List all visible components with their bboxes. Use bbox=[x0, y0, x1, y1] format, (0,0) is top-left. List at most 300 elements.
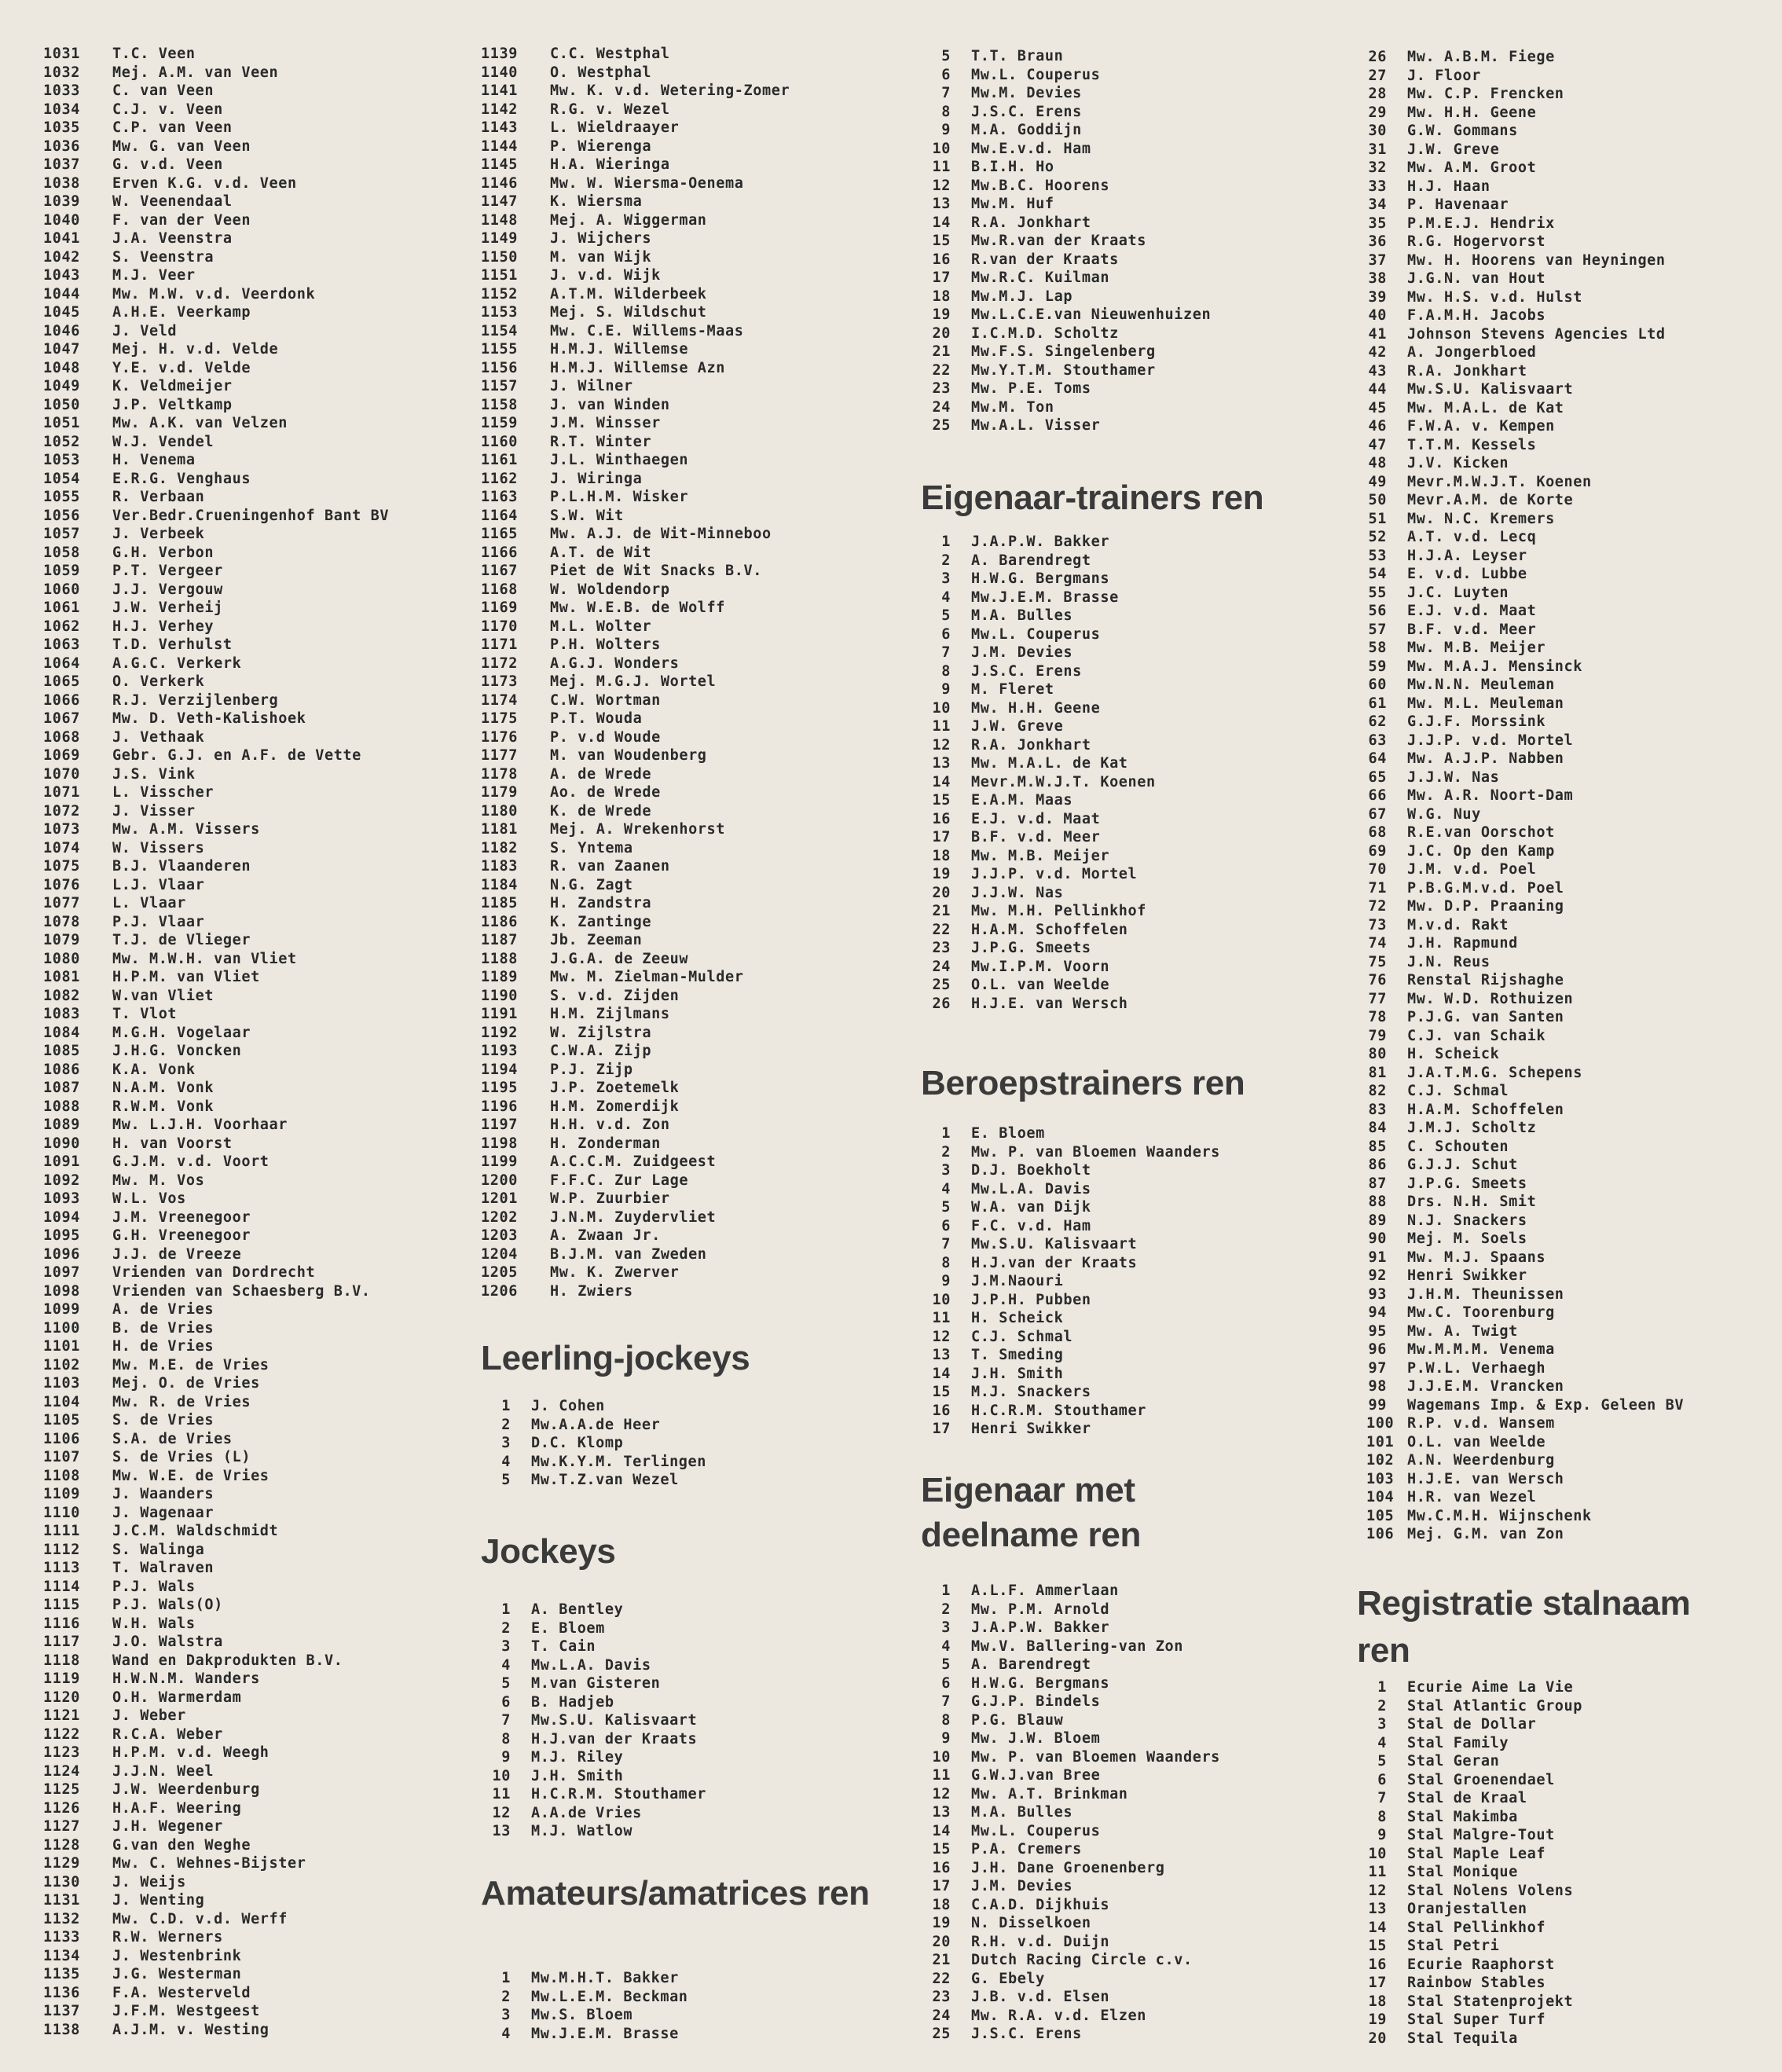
entry-name: H. Scheick bbox=[1407, 1046, 1500, 1062]
list-item bbox=[43, 156, 468, 174]
list-item bbox=[43, 211, 468, 230]
entry-name: J. Waanders bbox=[112, 1486, 214, 1502]
entry-name: J.J.W. Nas bbox=[971, 884, 1064, 901]
entry-name: A. Barendregt bbox=[971, 1656, 1091, 1673]
list-item bbox=[481, 950, 897, 969]
entry-number: 98 bbox=[1368, 1378, 1387, 1395]
list-item bbox=[43, 1854, 468, 1873]
list-item bbox=[921, 84, 1361, 103]
entry-number: 6 bbox=[501, 1693, 511, 1711]
list-item bbox=[43, 1817, 468, 1836]
entry-number: 4 bbox=[501, 2025, 511, 2042]
list-item bbox=[1357, 1956, 1782, 1975]
entry-name: Mej. A. Wiggerman bbox=[550, 211, 707, 229]
entry-number: 36 bbox=[1368, 233, 1387, 250]
entry-number: 22 bbox=[932, 921, 951, 938]
entry-name: B. de Vries bbox=[112, 1319, 214, 1337]
entry-number: 1189 bbox=[481, 969, 518, 985]
entry-number: 7 bbox=[501, 1712, 511, 1729]
entry-name: Mw.L. Couperus bbox=[971, 625, 1101, 643]
entry-name: Mw. P.M. Arnold bbox=[971, 1601, 1110, 1618]
entry-number: 1115 bbox=[43, 1597, 80, 1613]
section-title-stalnaam-2: ren bbox=[1357, 1631, 1410, 1670]
entry-name: J. Wilner bbox=[550, 378, 633, 394]
entry-name: R.A. Jonkhart bbox=[1407, 362, 1527, 380]
entry-name: A.J.M. v. Westing bbox=[112, 2021, 270, 2038]
entry-name: L. Wieldraayer bbox=[550, 119, 680, 136]
entry-name: J.J.P. v.d. Mortel bbox=[1407, 732, 1574, 749]
entry-number: 1053 bbox=[43, 452, 80, 468]
entry-number: 1039 bbox=[43, 193, 80, 210]
entry-number: 1163 bbox=[481, 489, 518, 505]
entry-name: T. Vlot bbox=[112, 1006, 178, 1022]
entry-name: J.H.G. Voncken bbox=[112, 1043, 242, 1059]
entry-name: J.P.G. Smeets bbox=[971, 940, 1091, 956]
entry-number: 1194 bbox=[481, 1061, 518, 1078]
list-item bbox=[481, 211, 897, 230]
entry-number: 1180 bbox=[481, 802, 518, 820]
list-item bbox=[481, 1730, 897, 1749]
list-item bbox=[1357, 141, 1782, 160]
entry-number: 1182 bbox=[481, 839, 518, 856]
list-item bbox=[481, 1135, 897, 1153]
list-item bbox=[921, 1840, 1361, 1859]
entry-name: S.W. Wit bbox=[550, 507, 624, 524]
entry-number: 47 bbox=[1368, 436, 1387, 453]
entry-name: G.J.P. Bindels bbox=[971, 1693, 1101, 1710]
entry-number: 11 bbox=[932, 1767, 951, 1784]
entry-number: 10 bbox=[1368, 1845, 1387, 1862]
list-item bbox=[481, 673, 897, 691]
entry-number: 67 bbox=[1368, 805, 1387, 823]
entry-number: 8 bbox=[501, 1730, 511, 1747]
entry-name: P.L.H.M. Wisker bbox=[550, 489, 689, 505]
entry-name: M.J. Riley bbox=[531, 1749, 624, 1766]
entry-name: L. Visscher bbox=[112, 784, 214, 801]
list-item bbox=[1357, 621, 1782, 640]
entry-number: 11 bbox=[932, 1310, 951, 1326]
entry-number: 1078 bbox=[43, 913, 80, 930]
entry-number: 1083 bbox=[43, 1006, 80, 1022]
list-item bbox=[43, 581, 468, 600]
list-item bbox=[481, 1079, 897, 1098]
list-item bbox=[921, 1291, 1361, 1310]
entry-number: 1150 bbox=[481, 248, 518, 266]
entry-name: A. Jongerbloed bbox=[1407, 344, 1537, 361]
entry-name: Mw. M.W.H. van Vliet bbox=[112, 950, 297, 967]
entry-number: 25 bbox=[932, 977, 951, 993]
list-item bbox=[43, 1578, 468, 1597]
entry-number: 1090 bbox=[43, 1135, 80, 1152]
list-item bbox=[921, 1933, 1361, 1952]
entry-name: Ecurie Raaphorst bbox=[1407, 1956, 1555, 1973]
entry-name: Mw. M.A.L. de Kat bbox=[1407, 399, 1564, 416]
entry-number: 1129 bbox=[43, 1855, 80, 1872]
entry-name: Mw. R. de Vries bbox=[112, 1393, 251, 1410]
list-item bbox=[921, 2025, 1361, 2044]
entry-name: J.J.E.M. Vrancken bbox=[1407, 1378, 1564, 1395]
entry-number: 9 bbox=[941, 681, 951, 698]
eigenaar-trainers-list bbox=[921, 533, 1361, 1013]
list-item bbox=[481, 655, 897, 673]
entry-number: 21 bbox=[932, 343, 951, 360]
entry-number: 14 bbox=[932, 1822, 951, 1839]
entry-number: 1145 bbox=[481, 156, 518, 173]
list-item bbox=[481, 987, 897, 1006]
entry-name: Mw. W.D. Rothuizen bbox=[1407, 990, 1574, 1007]
entry-name: J.H. Rapmund bbox=[1407, 935, 1518, 952]
list-item bbox=[43, 1245, 468, 1264]
entry-number: 1045 bbox=[43, 304, 80, 321]
entry-name: C. van Veen bbox=[112, 83, 214, 99]
entry-name: Stal de Dollar bbox=[1407, 1716, 1537, 1733]
list-item bbox=[921, 1674, 1361, 1693]
entry-number: 1133 bbox=[43, 1929, 80, 1945]
entry-number: 9 bbox=[941, 1730, 951, 1747]
list-item bbox=[1357, 196, 1782, 215]
list-item bbox=[921, 177, 1361, 196]
entry-name: H. Venema bbox=[112, 452, 196, 468]
list-item bbox=[43, 1172, 468, 1190]
entry-name: P.J.G. van Santen bbox=[1407, 1009, 1564, 1025]
stalnaam-list bbox=[1357, 1678, 1782, 2048]
list-item bbox=[481, 359, 897, 378]
list-item bbox=[43, 396, 468, 415]
entry-number: 1104 bbox=[43, 1393, 80, 1410]
entry-name: Mw. K. Zwerver bbox=[550, 1264, 680, 1281]
list-item bbox=[43, 673, 468, 691]
entry-name: R.P. v.d. Wansem bbox=[1407, 1415, 1555, 1432]
list-item bbox=[1357, 768, 1782, 787]
entry-number: 4 bbox=[941, 589, 951, 606]
entry-number: 6 bbox=[1377, 1771, 1387, 1788]
list-item bbox=[1357, 1359, 1782, 1378]
entry-name: G.W. Gommans bbox=[1407, 123, 1518, 139]
entry-name: C.J. v. Veen bbox=[112, 101, 223, 118]
entry-name: T. Smeding bbox=[971, 1347, 1064, 1363]
entry-number: 1040 bbox=[43, 211, 80, 229]
entry-number: 1071 bbox=[43, 784, 80, 801]
entry-name: J. Wiringa bbox=[550, 470, 643, 487]
list-item bbox=[43, 1393, 468, 1412]
entry-name: R. Verbaan bbox=[112, 489, 205, 505]
entry-name: D.C. Klomp bbox=[531, 1435, 624, 1451]
entry-name: J.L. Winthaegen bbox=[550, 452, 689, 468]
entry-name: Mw.M. Ton bbox=[971, 398, 1054, 416]
list-item bbox=[43, 839, 468, 858]
entry-name: C.A.D. Dijkhuis bbox=[971, 1896, 1110, 1913]
list-item bbox=[43, 1485, 468, 1504]
entry-name: Mw.J.E.M. Brasse bbox=[971, 589, 1119, 606]
list-item bbox=[43, 1596, 468, 1615]
entry-name: Mw.L.A. Davis bbox=[531, 1656, 651, 1674]
entry-number: 55 bbox=[1368, 584, 1387, 601]
list-item bbox=[481, 138, 897, 156]
entry-number: 20 bbox=[932, 325, 951, 342]
list-item bbox=[481, 839, 897, 858]
list-item bbox=[43, 1891, 468, 1910]
entry-name: J.N.M. Zuydervliet bbox=[550, 1208, 717, 1226]
entry-number: 6 bbox=[941, 1217, 951, 1234]
entry-number: 1168 bbox=[481, 581, 518, 598]
entry-name: Mw. N.C. Kremers bbox=[1407, 510, 1555, 527]
entry-number: 42 bbox=[1368, 344, 1387, 361]
entry-number: 1 bbox=[1377, 1679, 1387, 1696]
list-item bbox=[1357, 879, 1782, 898]
list-item bbox=[43, 636, 468, 655]
list-item bbox=[1357, 1304, 1782, 1322]
entry-number: 1205 bbox=[481, 1264, 518, 1281]
entry-number: 1093 bbox=[43, 1190, 80, 1207]
entry-name: J. Wagenaar bbox=[112, 1504, 214, 1521]
list-item bbox=[921, 1822, 1361, 1841]
list-item bbox=[921, 1254, 1361, 1273]
entry-number: 104 bbox=[1366, 1489, 1395, 1505]
entry-name: J.W. Weerdenburg bbox=[112, 1781, 260, 1798]
entry-number: 1102 bbox=[43, 1356, 80, 1373]
entry-number: 12 bbox=[932, 1785, 951, 1802]
list-item bbox=[921, 570, 1361, 589]
entry-number: 2 bbox=[501, 1416, 511, 1433]
entry-name: Mw. A.M. Groot bbox=[1407, 160, 1537, 176]
entry-number: 1036 bbox=[43, 138, 80, 155]
entry-number: 4 bbox=[941, 1180, 951, 1197]
entry-name: Mw. M.H. Pellinkhof bbox=[971, 903, 1147, 919]
entry-name: S. Yntema bbox=[550, 839, 633, 856]
entry-number: 4 bbox=[941, 1637, 951, 1655]
list-item bbox=[43, 1467, 468, 1486]
entry-name: J.P.H. Pubben bbox=[971, 1291, 1091, 1308]
entry-name: J.A.T.M.G. Schepens bbox=[1407, 1064, 1583, 1081]
section-title-stalnaam-1: Registratie stalnaam bbox=[1357, 1584, 1691, 1623]
entry-number: 15 bbox=[932, 233, 951, 249]
entry-number: 4 bbox=[1377, 1734, 1387, 1751]
entry-name: Mej. O. de Vries bbox=[112, 1375, 260, 1392]
list-item bbox=[921, 607, 1361, 625]
entry-number: 8 bbox=[941, 662, 951, 680]
list-item bbox=[43, 507, 468, 526]
entry-name: Mw.S.U. Kalisvaart bbox=[1407, 381, 1574, 398]
entry-number: 1031 bbox=[43, 46, 80, 62]
entry-number: 1032 bbox=[43, 64, 80, 81]
entry-name: J.H. Smith bbox=[531, 1767, 624, 1784]
entry-name: Mw. C. Wehnes-Bijster bbox=[112, 1855, 306, 1872]
entry-name: Mw. M.J. Spaans bbox=[1407, 1249, 1546, 1266]
entry-name: O. Westphal bbox=[550, 64, 652, 81]
entry-name: H.J.van der Kraats bbox=[971, 1254, 1138, 1271]
list-item bbox=[921, 976, 1361, 995]
list-item bbox=[481, 1693, 897, 1712]
entry-number: 1204 bbox=[481, 1245, 518, 1263]
entry-number: 1101 bbox=[43, 1338, 80, 1355]
entry-number: 48 bbox=[1368, 455, 1387, 471]
list-item bbox=[43, 64, 468, 83]
entry-name: Mw.J.E.M. Brasse bbox=[531, 2025, 679, 2042]
entry-number: 1056 bbox=[43, 507, 80, 524]
list-item bbox=[481, 1245, 897, 1264]
entry-name: R.W. Werners bbox=[112, 1929, 223, 1945]
entry-name: Renstal Rijshaghe bbox=[1407, 972, 1564, 988]
list-item bbox=[43, 655, 468, 673]
entry-number: 91 bbox=[1368, 1249, 1387, 1266]
entry-number: 1092 bbox=[43, 1172, 80, 1189]
entry-name: J.C. Op den Kamp bbox=[1407, 842, 1555, 860]
entry-name: A.T.M. Wilderbeek bbox=[550, 285, 707, 303]
list-item bbox=[1357, 380, 1782, 399]
entry-number: 1171 bbox=[481, 636, 518, 653]
entry-number: 1079 bbox=[43, 932, 80, 948]
entry-number: 1152 bbox=[481, 285, 518, 303]
list-item bbox=[481, 451, 897, 470]
entry-name: G.H. Verbon bbox=[112, 544, 214, 561]
list-item bbox=[481, 174, 897, 193]
entry-number: 1178 bbox=[481, 765, 518, 783]
list-item bbox=[43, 931, 468, 950]
list-item bbox=[1357, 473, 1782, 492]
list-item bbox=[921, 1420, 1361, 1439]
list-item bbox=[43, 303, 468, 322]
entry-name: B.F. v.d. Meer bbox=[1407, 621, 1537, 638]
entry-name: H.A.M. Schoffelen bbox=[1407, 1101, 1564, 1118]
entry-name: T.T.M. Kessels bbox=[1407, 436, 1537, 453]
entry-number: 10 bbox=[932, 1291, 951, 1308]
entry-name: Stal Monique bbox=[1407, 1864, 1518, 1880]
entry-number: 100 bbox=[1366, 1415, 1395, 1432]
entry-name: J.W. Greve bbox=[971, 718, 1064, 735]
list-item bbox=[1357, 1863, 1782, 1882]
entry-name: Mw. M. Vos bbox=[112, 1172, 205, 1189]
list-item bbox=[43, 746, 468, 765]
entry-number: 1077 bbox=[43, 895, 80, 911]
entry-name: B.J. Vlaanderen bbox=[112, 858, 251, 875]
entry-name: Mw. C.D. v.d. Werff bbox=[112, 1910, 288, 1927]
list-item bbox=[921, 1619, 1361, 1637]
list-item bbox=[43, 544, 468, 563]
list-item bbox=[43, 2021, 468, 2040]
entry-name: D.J. Boekholt bbox=[971, 1162, 1091, 1179]
entry-name: Stal Statenprojekt bbox=[1407, 1993, 1574, 2010]
entry-number: 33 bbox=[1368, 178, 1387, 195]
entry-number: 25 bbox=[932, 417, 951, 434]
list-item bbox=[921, 1877, 1361, 1896]
entry-name: N.J. Snackers bbox=[1407, 1212, 1527, 1229]
entry-number: 1174 bbox=[481, 691, 518, 709]
entry-name: F.C. v.d. Ham bbox=[971, 1217, 1091, 1234]
entry-name: Stal Atlantic Group bbox=[1407, 1697, 1583, 1714]
entry-name: Mw. A.J.P. Nabben bbox=[1407, 750, 1564, 767]
entry-name: Mw. H.S. v.d. Hulst bbox=[1407, 288, 1583, 306]
entry-name: K. Wiersma bbox=[550, 193, 643, 210]
entry-number: 61 bbox=[1368, 695, 1387, 712]
list-item bbox=[481, 1227, 897, 1245]
entry-number: 1195 bbox=[481, 1080, 518, 1096]
list-item bbox=[921, 680, 1361, 699]
list-item bbox=[481, 2025, 897, 2044]
entry-number: 1118 bbox=[43, 1652, 80, 1669]
list-item bbox=[43, 1707, 468, 1725]
entry-number: 1159 bbox=[481, 415, 518, 431]
list-item bbox=[921, 1582, 1361, 1601]
entry-number: 1176 bbox=[481, 728, 518, 746]
list-item bbox=[481, 1208, 897, 1227]
entry-name: H. Zandstra bbox=[550, 895, 652, 911]
entry-name: Oranjestallen bbox=[1407, 1901, 1527, 1917]
entry-number: 19 bbox=[932, 866, 951, 882]
entry-name: H. Zwiers bbox=[550, 1282, 633, 1300]
entry-number: 8 bbox=[941, 1711, 951, 1729]
list-item bbox=[43, 1541, 468, 1560]
entry-name: P.G. Blauw bbox=[971, 1711, 1064, 1729]
list-item bbox=[921, 288, 1361, 306]
entry-name: L.J. Vlaar bbox=[112, 876, 205, 893]
list-item bbox=[1357, 1212, 1782, 1230]
entry-number: 1041 bbox=[43, 230, 80, 247]
list-item bbox=[921, 140, 1361, 159]
list-item bbox=[1357, 732, 1782, 750]
list-item bbox=[43, 266, 468, 285]
entry-name: A. Zwaan Jr. bbox=[550, 1227, 661, 1244]
entry-number: 103 bbox=[1366, 1470, 1395, 1487]
entry-name: Mw. M.A.L. de Kat bbox=[971, 755, 1128, 772]
list-item bbox=[43, 1411, 468, 1430]
entry-number: 1095 bbox=[43, 1227, 80, 1244]
entry-number: 51 bbox=[1368, 510, 1387, 527]
entry-name: P.J. Wals(O) bbox=[112, 1597, 223, 1613]
entry-number: 1100 bbox=[43, 1319, 80, 1337]
entry-number: 1070 bbox=[43, 765, 80, 783]
entry-number: 21 bbox=[932, 1952, 951, 1968]
entry-name: Henri Swikker bbox=[971, 1421, 1091, 1437]
list-item bbox=[921, 195, 1361, 214]
entry-number: 16 bbox=[1368, 1956, 1387, 1973]
entry-name: B.I.H. Ho bbox=[971, 159, 1054, 175]
entry-name: Wand en Dakprodukten B.V. bbox=[112, 1652, 343, 1669]
entry-number: 49 bbox=[1368, 473, 1387, 490]
entry-name: H.M. Zomerdijk bbox=[550, 1098, 680, 1115]
list-item bbox=[1357, 565, 1782, 584]
list-item bbox=[1357, 1045, 1782, 1064]
list-item bbox=[921, 251, 1361, 270]
entry-number: 26 bbox=[1368, 49, 1387, 65]
entry-name: Mevr.M.W.J.T. Koenen bbox=[1407, 473, 1592, 490]
list-item bbox=[1357, 1845, 1782, 1864]
entry-number: 8 bbox=[941, 103, 951, 120]
entry-number: 28 bbox=[1368, 86, 1387, 102]
list-item bbox=[921, 1402, 1361, 1421]
entry-number: 1063 bbox=[43, 636, 80, 653]
entry-number: 1085 bbox=[43, 1043, 80, 1059]
entry-name: H. van Voorst bbox=[112, 1135, 233, 1152]
entry-number: 69 bbox=[1368, 842, 1387, 860]
section-title-eigenaar-met-2: deelname ren bbox=[921, 1516, 1142, 1554]
entry-number: 1084 bbox=[43, 1024, 80, 1041]
entry-number: 68 bbox=[1368, 824, 1387, 841]
list-item bbox=[43, 1190, 468, 1208]
entry-name: Jb. Zeeman bbox=[550, 932, 643, 948]
entry-number: 1190 bbox=[481, 987, 518, 1004]
entry-number: 1052 bbox=[43, 433, 80, 450]
entry-number: 1158 bbox=[481, 396, 518, 413]
list-item bbox=[43, 1263, 468, 1282]
list-item bbox=[1357, 104, 1782, 123]
list-item bbox=[921, 828, 1361, 847]
entry-name: Stal de Kraal bbox=[1407, 1790, 1527, 1806]
entry-name: Vrienden van Dordrecht bbox=[112, 1264, 316, 1281]
entry-number: 1181 bbox=[481, 821, 518, 838]
entry-number: 1148 bbox=[481, 211, 518, 229]
list-item bbox=[1357, 1175, 1782, 1194]
entry-name: J.S. Vink bbox=[112, 765, 196, 783]
